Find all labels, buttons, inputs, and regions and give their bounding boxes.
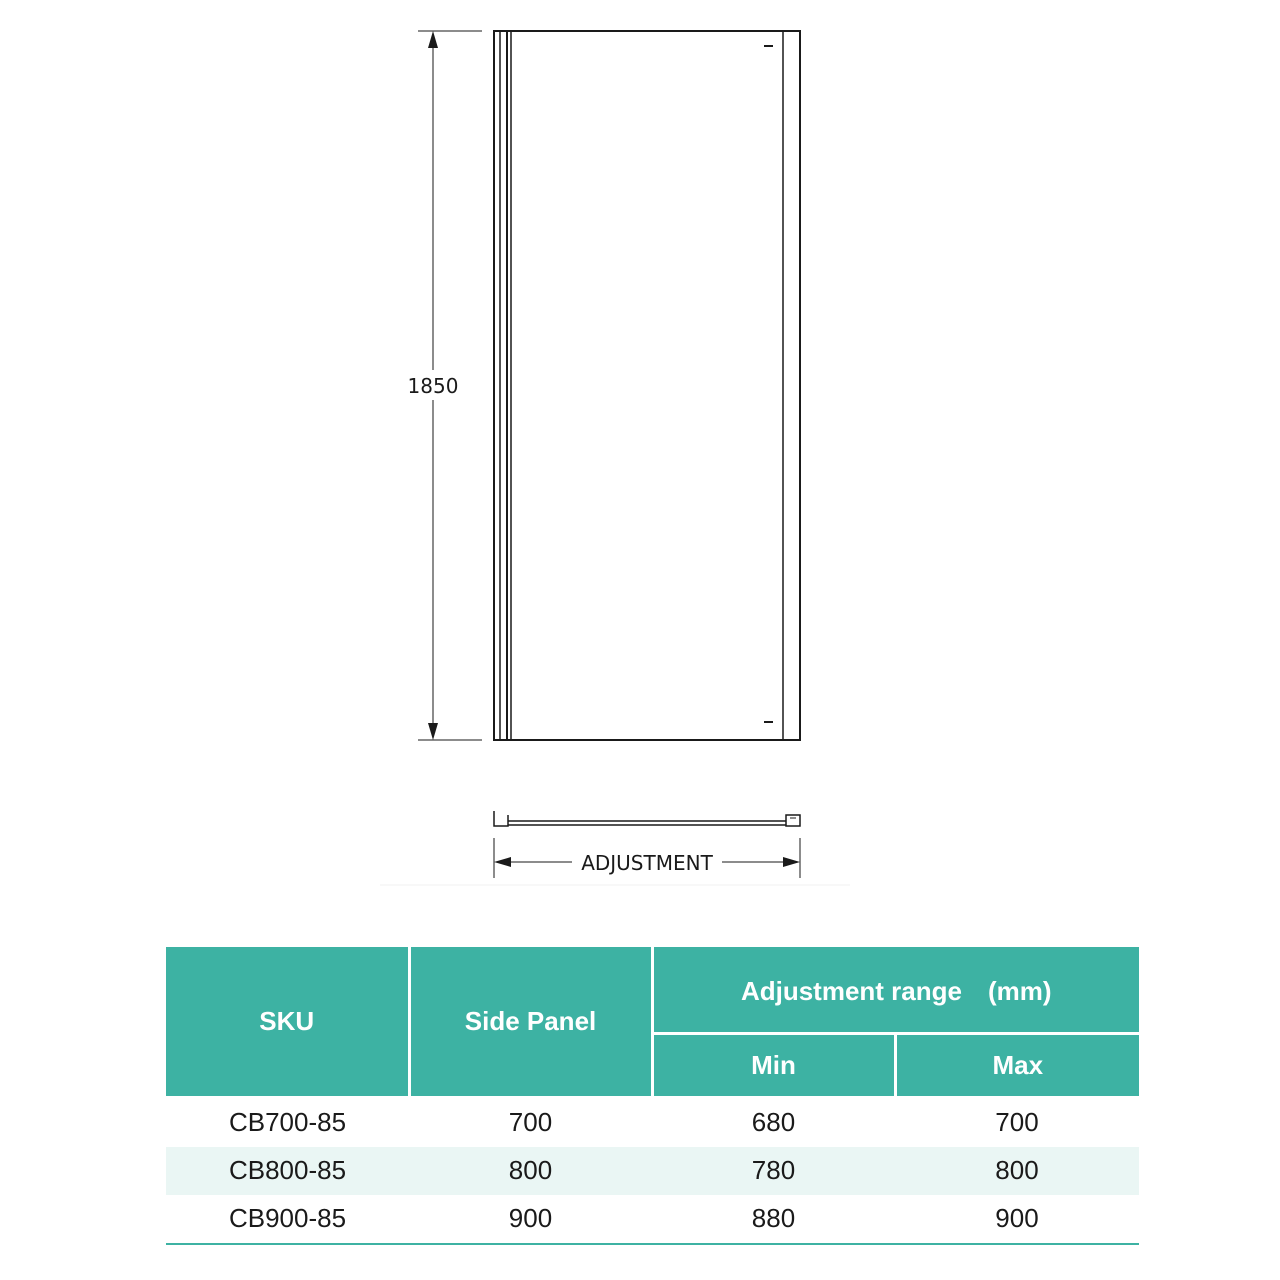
- cell-max: 800: [895, 1147, 1139, 1195]
- header-min: Min: [652, 1033, 895, 1097]
- arrowhead-right-icon: [783, 857, 800, 867]
- cell-sku: CB900-85: [166, 1195, 409, 1244]
- cell-sku: CB800-85: [166, 1147, 409, 1195]
- front-elevation: [494, 31, 800, 740]
- table-row: [166, 1147, 1139, 1195]
- arrowhead-up-icon: [428, 31, 438, 48]
- arrowhead-left-icon: [494, 857, 511, 867]
- plan-view: [494, 811, 800, 826]
- header-side-panel: Side Panel: [409, 947, 652, 1097]
- wall-channel: [494, 811, 508, 826]
- spec-table: [166, 947, 1139, 1245]
- header-max: Max: [895, 1033, 1139, 1097]
- cell-min: 880: [652, 1195, 895, 1244]
- cell-sku: CB700-85: [228, 1107, 347, 1137]
- end-profile: [786, 815, 800, 826]
- cell-min: 680: [751, 1107, 796, 1137]
- header-adjustment-range: Adjustment range (mm): [652, 947, 1139, 1033]
- adjustment-dimension-label: ADJUSTMENT: [581, 851, 713, 875]
- panel-outline: [494, 31, 800, 740]
- table-row: [166, 1195, 1139, 1244]
- cell-max: 700: [995, 1107, 1039, 1137]
- cell-side-panel: 900: [409, 1195, 652, 1244]
- cell-min: 780: [652, 1147, 895, 1195]
- arrowhead-down-icon: [428, 723, 438, 740]
- header-sku: SKU: [166, 947, 409, 1097]
- table-row: [166, 1097, 1139, 1147]
- cell-side-panel: 800: [409, 1147, 652, 1195]
- height-dimension-label: 1850: [407, 374, 459, 398]
- cell-max: 900: [895, 1195, 1139, 1244]
- cell-side-panel: 700: [508, 1107, 553, 1137]
